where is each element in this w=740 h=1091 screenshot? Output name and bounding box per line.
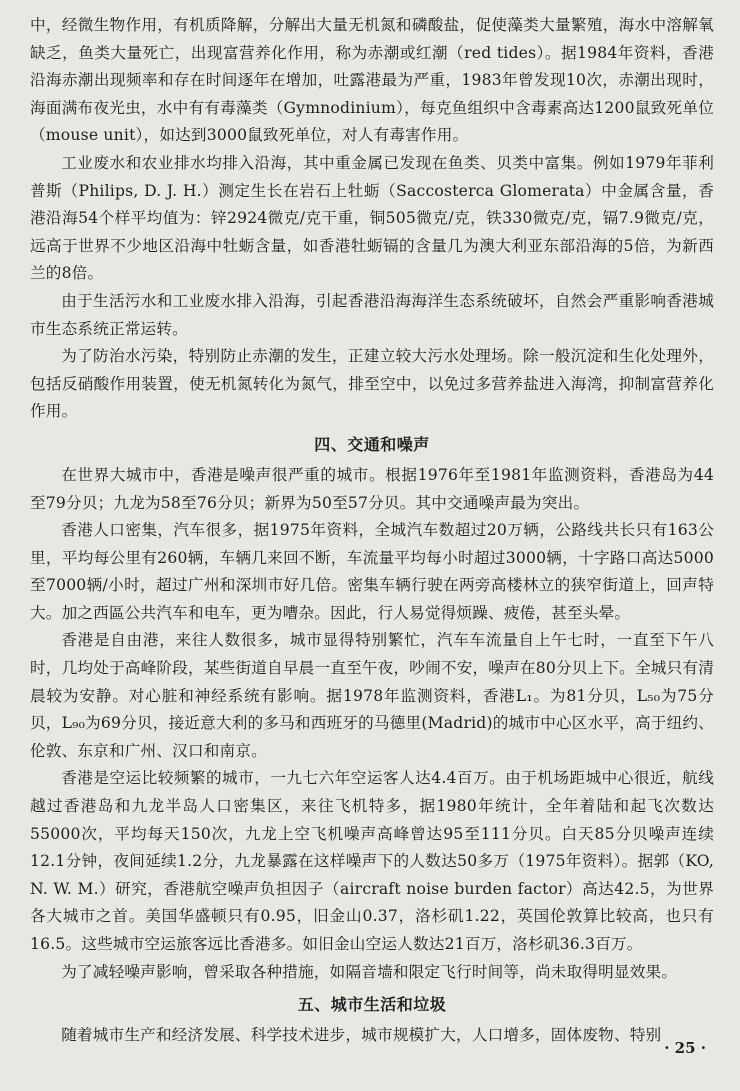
paragraph: 在世界大城市中，香港是噪声很严重的城市。根据1976年至1981年监测资料，香港岛为44至79分贝；九龙为58至76分贝；新界为50至57分贝。其中交通噪声最为突出。 <box>30 465 714 512</box>
paragraph: 香港人口密集，汽车很多，据1975年资料，全城汽车数超过20万辆，公路线共长只有163公里，平均每公里有260辆，车辆几来回不断，车流量平均每小时超过3000辆，十字路口高达5000至7000辆/小时，超过广州和深圳市好几倍。密集车辆行驶在两旁高楼林立的狭窄街道上，回声特大。加之西區公共汽车和电车，更为嘈杂。因此，行人易觉得烦躁、疲倦，甚至头晕。 <box>30 521 714 622</box>
paragraph: 随着城市生产和经济发展、科学技术进步，城市规模扩大，人口增多，固体废物、特别 <box>61 1026 662 1045</box>
paragraph: 工业废水和农业排水均排入沿海，其中重金属已发现在鱼类、贝类中富集。例如1979年菲利普斯（Philips, D. J. H.）测定生长在岩石上牡蛎（Saccosterca Glomerata）中金属含量，香港沿海54个样平均值为：锌2924微克/克干重，铜505微克/克，铁330微克/克，镉7.9微克/克，远高于世界不少地区沿海中牡蛎含量，如香港牡蛎镉的含量几为澳大利亚东部沿海的5倍，为新西兰的8倍。 <box>30 153 714 283</box>
paragraph: 香港是空运比较频繁的城市，一九七六年空运客人达4.4百万。由于机场距城中心很近，航线越过香港岛和九龙半岛人口密集区，来往飞机特多，据1980年统计，全年着陆和起飞次数达55000次，平均每天150次，九龙上空飞机噪声高峰曾达95至111分贝。白天85分贝噪声连续12.1分钟，夜间延续1.2分，九龙暴露在这样噪声下的人数达50多万（1975年资料）。据郭（KO, N. W. M.）研究，香港航空噪声负担因子（aircraft noise burden factor）高达42.5，为世界各大城市之首。美国华盛顿只有0.95，旧金山0.37，洛杉矶1.22，英国伦敦算比较高，也只有16.5。这些城市空运旅客远比香港多。如旧金山空运人数达21百万，洛杉矶36.3百万。 <box>30 769 714 953</box>
body-text-middle <box>30 462 714 986</box>
body-text-bottom <box>30 1022 714 1050</box>
paragraph: 由于生活污水和工业废水排入沿海，引起香港沿海海洋生态系统破坏，自然会严重影响香港城市生态系统正常运转。 <box>30 291 714 338</box>
body-text-top <box>30 12 714 426</box>
paragraph: 香港是自由港，来往人数很多，城市显得特别繁忙，汽车车流量自上午七时，一直至下午八时，几均处于高峰阶段，某些街道自早晨一直至午夜，吵闹不安，噪声在80分贝上下。全城只有清晨较为安静。对心脏和神经系统有影响。据1978年监测资料，香港L₁。为81分贝，L₅₀为75分贝，L₉₀为69分贝，接近意大利的多马和西班牙的马德里(Madrid)的城市中心区水平，高于纽约、伦敦、东京和广州、汉口和南京。 <box>30 631 714 760</box>
paragraph: 中，经微生物作用，有机质降解，分解出大量无机氮和磷酸盐，促使藻类大量繁殖，海水中溶解氧缺乏，鱼类大量死亡，出现富营养化作用，称为赤潮或红潮（red tides）。据1984年资料，香港沿海赤潮出现频率和存在时间逐年在增加，吐露港最为严重，1983年曾发现10次，赤潮出现时，海面满布夜光虫，水中有有毒藻类（Gymnodinium），每克鱼组织中含毒素高达1200鼠致死单位（mouse unit），如达到3000鼠致死单位，对人有毒害作用。 <box>30 16 714 145</box>
paragraph: 为了防治水污染，特别防止赤潮的发生，正建立较大污水处理场。除一般沉淀和生化处理外，包括反硝酸作用装置，使无机氮转化为氮气，排至空中，以免过多营养盐进入海湾，抑制富营养化作用。 <box>30 347 714 421</box>
section-heading-urban-waste: 五、城市生活和垃圾 <box>297 995 447 1015</box>
page-number: · 25 · <box>664 1039 706 1057</box>
section-heading-traffic-noise: 四、交通和噪声 <box>314 434 430 454</box>
paragraph: 为了减轻噪声影响，曾采取各种措施，如隔音墙和限定飞行时间等，尚未取得明显效果。 <box>61 962 678 981</box>
